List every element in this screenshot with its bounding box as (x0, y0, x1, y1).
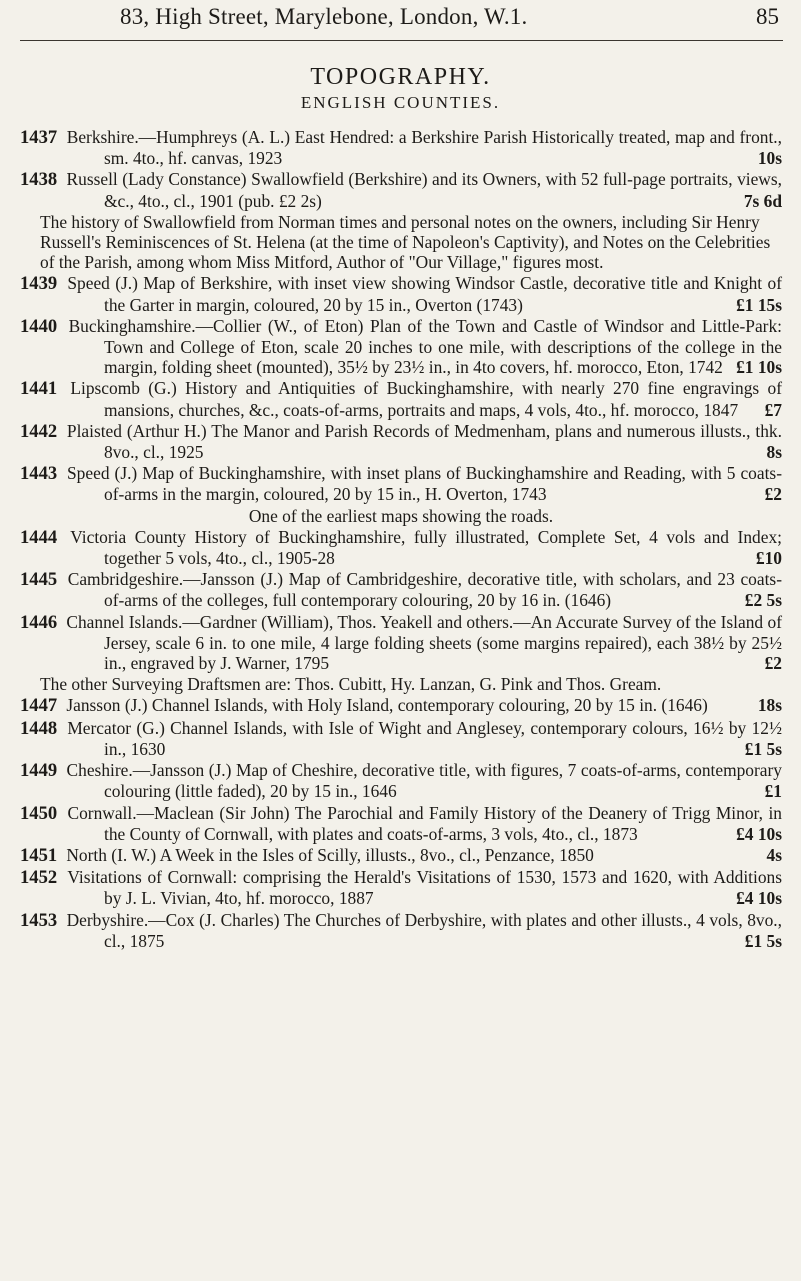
catalogue-entry (20, 760, 782, 801)
entry-number: 1439 (20, 273, 58, 295)
entry-number: 1447 (20, 695, 58, 717)
entry-text: Lipscomb (G.) History and Antiquities of Buckinghamshire, with nearly 270 fine engravings of mansions, churches, &c., coats-of-arms, portraits and maps, 4 vols, 4to., hf. morocco, 1847 (70, 378, 782, 420)
entry-price: £2 (764, 653, 782, 674)
entry-text: Cornwall.—Maclean (Sir John) The Parochial and Family History of the Deanery of Trigg Minor, in the County of Cornwall, with plates and coats-of-arms, 3 vols, 4to., cl., 1873 (67, 802, 782, 844)
entry-note: The history of Swallowfield from Norman times and personal notes on the owners, including Sir Henry Russell's Reminiscences of St. Helena (at the time of Napoleon's Captivity), and Notes on the Celebrities of the Parish, among whom Miss Mitford, Author of "Our Village," figures most. (40, 211, 771, 273)
entry-list (20, 127, 782, 952)
entry-number: 1441 (20, 378, 58, 400)
page-number: 85 (756, 4, 779, 29)
entry-number: 1438 (20, 169, 58, 191)
entry-text: Russell (Lady Constance) Swallowfield (Berkshire) and its Owners, with 52 full-page portraits, views, &c., 4to., cl., 1901 (pub. £2 2s) (66, 169, 782, 211)
entry-price: 8s (766, 442, 782, 463)
catalogue-entry (20, 463, 782, 504)
entry-price: £1 10s (736, 357, 782, 378)
running-head (0, 2, 801, 48)
catalogue-entry (20, 803, 782, 844)
entry-price: 4s (766, 844, 782, 865)
entry-number: 1449 (20, 760, 58, 782)
entry-text: Plaisted (Arthur H.) The Manor and Parish Records of Medmenham, plans and numerous illusts., thk. 8vo., cl., 1925 (66, 420, 782, 463)
entry-text: Derbyshire.—Cox (J. Charles) The Churches of Derbyshire, with plates and other illusts., 4 vols, 8vo., cl., 1875 (66, 909, 782, 951)
entry-price: £10 (755, 548, 782, 569)
entry-price: 10s (757, 148, 782, 169)
catalogue-entry (20, 527, 782, 568)
entry-number: 1437 (20, 127, 58, 148)
catalogue-entry (20, 718, 782, 759)
entry-text: Speed (J.) Map of Berkshire, with inset view showing Windsor Castle, decorative title and Knight of the Garter in margin, coloured, 20 by 15 in., Overton (1743) (67, 273, 782, 315)
section-title: TOPOGRAPHY. (310, 64, 491, 90)
header-rule (20, 40, 783, 41)
entry-number: 1443 (20, 463, 58, 485)
entry-number: 1453 (20, 909, 58, 931)
entry-text: Cambridgeshire.—Jansson (J.) Map of Cambridgeshire, decorative title, with scholars, and 23 coats-of-arms of the colleges, full contemporary colouring, 20 by 16 in. (1646) (67, 569, 782, 611)
entry-price: £2 5s (744, 590, 782, 611)
dealer-address: 83, High Street, Marylebone, London, W.1. (120, 4, 528, 29)
entry-number: 1448 (20, 717, 58, 739)
entry-number: 1445 (20, 569, 58, 591)
entry-text: Victoria County History of Buckinghamshire, fully illustrated, Complete Set, 4 vols and Index; together 5 vols, 4to., cl., 1905-28 (70, 526, 782, 569)
catalogue-entry (20, 695, 782, 716)
section-subtitle: ENGLISH COUNTIES. (300, 93, 501, 112)
entry-note: One of the earliest maps showing the roads. (248, 505, 554, 526)
entry-text: Visitations of Cornwall: comprising the Herald's Visitations of 1530, 1573 and 1620, with Additions by J. L. Vivian, 4to, hf. morocco, 1887 (67, 867, 782, 909)
entry-text: Mercator (G.) Channel Islands, with Isle of Wight and Anglesey, contemporary colours, 16½ by 12½ in., 1630 (67, 717, 782, 759)
entry-number: 1446 (20, 611, 58, 633)
catalogue-entry (20, 421, 782, 462)
catalogue-entry (20, 316, 782, 378)
entry-price: £4 10s (736, 888, 782, 909)
entry-price: £1 5s (744, 930, 782, 951)
entry-price: £2 (764, 484, 782, 505)
catalogue-entry (20, 910, 782, 951)
catalogue-entry (20, 378, 782, 419)
entry-number: 1444 (20, 526, 58, 548)
section-heading (0, 64, 801, 113)
entry-price: £4 10s (736, 823, 782, 844)
entry-price: £1 (764, 781, 782, 802)
entry-text: Cheshire.—Jansson (J.) Map of Cheshire, decorative title, with figures, 7 coats-of-arms, contemporary colouring (little faded), 20 by 15 in., 1646 (66, 760, 782, 802)
entry-price: £1 5s (744, 738, 782, 759)
entry-price: 7s 6d (743, 190, 782, 211)
entry-text: Speed (J.) Map of Buckinghamshire, with inset plans of Buckinghamshire and Reading, with 5 coats-of-arms in the margin, coloured, 20 by 15 in., H. Overton, 1743 (67, 463, 782, 505)
entry-note: The other Surveying Draftsmen are: Thos. Cubitt, Hy. Lanzan, G. Pink and Thos. Gream. (40, 674, 662, 695)
entry-text: Buckinghamshire.—Collier (W., of Eton) Plan of the Town and Castle of Windsor and Little-Park: Town and College of Eton, scale 20 inches to one mile, with descriptions of the college in the margin, folding sheet (mounted), 35½ by 23½ in., in 4to covers, hf. morocco, Eton, 1742 (68, 315, 782, 378)
entry-price: 18s (757, 695, 782, 716)
entry-number: 1451 (20, 844, 58, 866)
catalogue-entry (20, 273, 782, 314)
entry-number: 1440 (20, 315, 58, 337)
entry-text: North (I. W.) A Week in the Isles of Scilly, illusts., 8vo., cl., Penzance, 1850 (66, 844, 594, 865)
entry-number: 1442 (20, 420, 58, 442)
entry-number: 1452 (20, 867, 58, 889)
entry-text: Jansson (J.) Channel Islands, with Holy Island, contemporary colouring, 20 by 15 in. (1646) (66, 695, 708, 716)
entry-text: Channel Islands.—Gardner (William), Thos. Yeakell and others.—An Accurate Survey of the Island of Jersey, scale 6 in. to one mile, 4 large folding sheets (some margins repaired), each 38½ by 25½ in., engraved by J. Warner, 1795 (66, 611, 782, 674)
entry-price: £7 (764, 399, 782, 420)
catalogue-entry (20, 845, 782, 866)
catalogue-entry (20, 127, 782, 168)
catalogue-entry (20, 612, 782, 674)
entry-number: 1450 (20, 802, 58, 824)
catalogue-entry (20, 867, 782, 908)
entry-price: £1 15s (736, 294, 782, 315)
entry-text: Berkshire.—Humphreys (A. L.) East Hendred: a Berkshire Parish Historically treated, map and front., sm. 4to., hf. canvas, 1923 (66, 127, 782, 169)
catalogue-entry (20, 169, 782, 210)
catalogue-entry (20, 569, 782, 610)
